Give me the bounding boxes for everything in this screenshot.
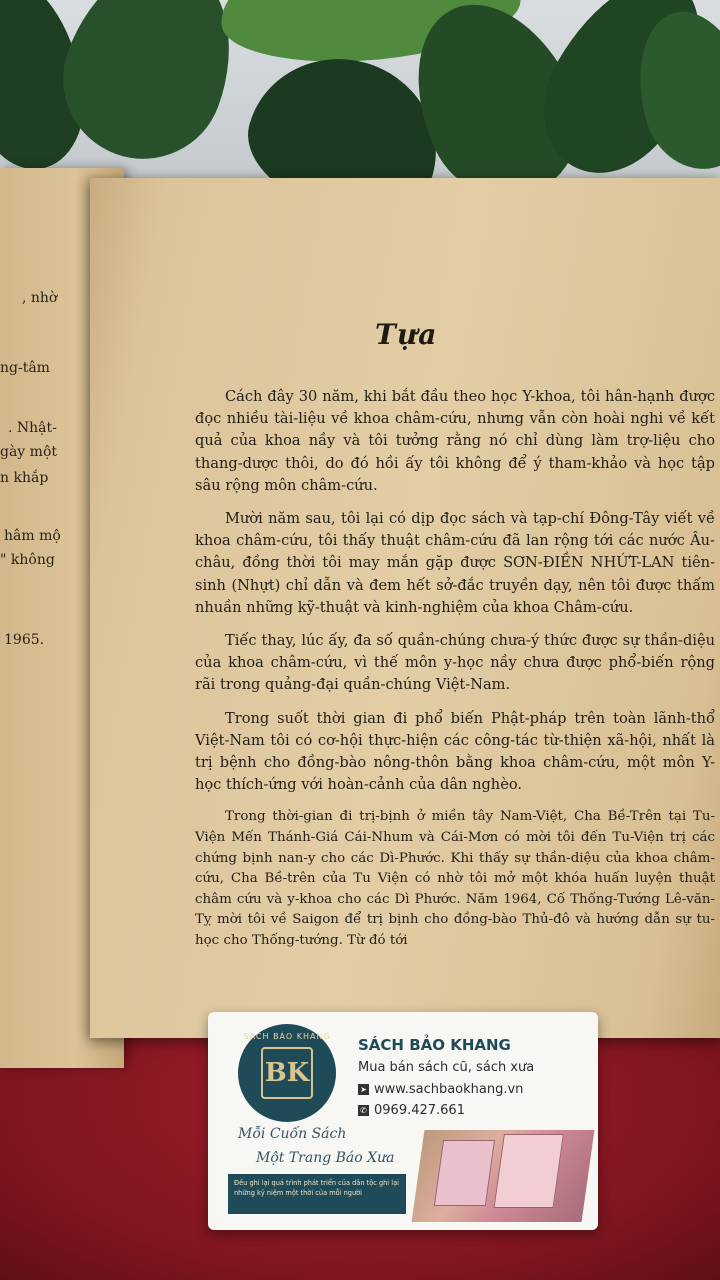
- shop-name: SÁCH BẢO KHANG: [358, 1036, 511, 1054]
- page-body: [195, 386, 715, 963]
- script-line: Mỗi Cuốn Sách: [238, 1126, 347, 1142]
- phone-text: 0969.427.661: [374, 1103, 465, 1118]
- right-book-page: [90, 178, 720, 1038]
- left-page-text: . Nhật-: [8, 420, 57, 436]
- card-note: Đều ghi lại quá trình phát triển của dân tộc ghi lại những kỷ niệm một thời của mỗi người: [228, 1174, 406, 1214]
- shop-logo: [238, 1024, 336, 1122]
- left-page-text: hâm mộ: [4, 528, 61, 544]
- script-line: Một Trang Báo Xưa: [256, 1150, 395, 1166]
- phone-icon: ✆: [358, 1105, 369, 1116]
- left-page-text: gày một: [0, 444, 57, 460]
- left-page-text: n khắp: [0, 470, 49, 486]
- book-stack-image: [412, 1130, 595, 1222]
- phone-line: [358, 1103, 465, 1118]
- shop-tagline: Mua bán sách cũ, sách xưa: [358, 1060, 535, 1075]
- paragraph: Mười năm sau, tôi lại có dịp đọc sách và tạp-chí Đông-Tây viết về khoa châm-cứu, tôi thấy thuật châm-cứu đã lan rộng tới các nước Âu-châu, đồng thời tôi may mắn gặp được SƠN-ĐIỀN NHỨT-LAN tiên-sinh (Nhựt) chỉ dẫn và đem hết sở-đắc truyền dạy, nên tôi được thấm nhuần những kỹ-thuật và kinh-nghiệm của khoa Châm-cứu.: [195, 510, 715, 616]
- page-title: Tựa: [375, 318, 438, 351]
- paragraph: Tiếc thay, lúc ấy, đa số quần-chúng chưa-ý thức được sự thần-diệu của khoa châm-cứu, vì thế môn y-học nầy chưa được phổ-biến rộng rãi trong quảng-đại quần-chúng Việt-Nam.: [195, 632, 715, 694]
- book-logo-icon: BK: [261, 1047, 313, 1099]
- book-cover: [434, 1140, 495, 1206]
- business-card: [208, 1012, 598, 1230]
- logo-ring-text: SÁCH BÁO KHANG: [243, 1032, 331, 1041]
- cursor-icon: ➤: [358, 1084, 369, 1095]
- paragraph: Cách đây 30 năm, khi bắt đầu theo học Y-khoa, tôi hân-hạnh được đọc nhiều tài-liệu về khoa châm-cứu, nhưng vẫn còn hoài nghi về kết quả của khoa nầy và tôi tưởng rằng nó chỉ dùng làm trợ-liệu cho thang-dược thôi, do đó hồi ấy tôi không để ý tham-khảo và học tập sâu rộng môn châm-cứu.: [195, 388, 715, 494]
- left-page-text: , nhờ: [22, 290, 58, 306]
- website-text: www.sachbaokhang.vn: [374, 1082, 524, 1097]
- paragraph: Trong suốt thời gian đi phổ biến Phật-pháp trên toàn lãnh-thổ Việt-Nam tôi có cơ-hội thực-hiện các công-tác từ-thiện xã-hội, nhất là trị bệnh cho đồng-bào nông-thôn bằng khoa châm-cứu, một môn Y-học thích-ứng với hoàn-cảnh của dân nghèo.: [195, 709, 715, 794]
- left-page-text: 1965.: [4, 632, 45, 648]
- paragraph: Trong thời-gian đi trị-bịnh ở miền tây Nam-Việt, Cha Bề-Trên tại Tu-Viện Mến Thánh-Giá Cái-Nhum và Cái-Mơn có mời tôi đến Tu-Viện trị các chứng bịnh nan-y cho các Dì-Phước. Khi thấy sự thần-diệu của khoa châm-cứu, Cha Bề-trên của Tu Viện có nhờ tôi mở một khóa huấn luyện thuật châm cứu và y-khoa cho các Dì Phước. Năm 1964, Cố Thống-Tướng Lê-văn-Tỵ mời tôi về Saigon để trị bịnh cho đồng-bào Thủ-đô và hướng dẫn sự tu-học cho Thống-tướng. Từ đó tới: [195, 809, 715, 949]
- website-line: [358, 1082, 523, 1097]
- left-page-text: " không: [0, 552, 55, 568]
- book-cover: [494, 1134, 564, 1208]
- left-page-text: ng-tâm: [0, 360, 50, 376]
